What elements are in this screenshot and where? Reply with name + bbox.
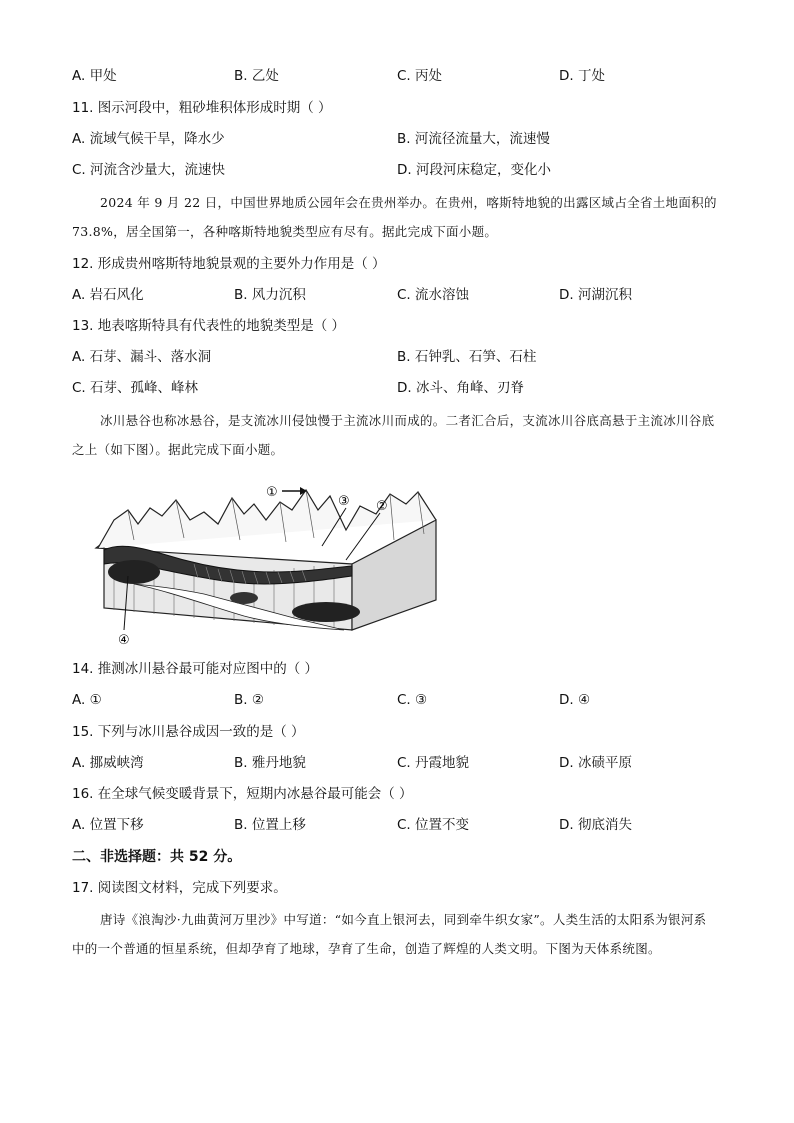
q11-options-row2	[72, 161, 732, 179]
question-stem: 13. 地表喀斯特具有代表性的地貌类型是（ ）	[72, 318, 346, 334]
q10-options	[72, 67, 732, 85]
option-b: B. 风力沉积	[234, 287, 306, 303]
option-b: B. 位置上移	[234, 817, 306, 833]
option-b: B. 石钟乳、石笋、石柱	[397, 349, 537, 365]
option-b: B. 乙处	[234, 68, 279, 84]
option-c: C. 河流含沙量大，流速快	[72, 162, 226, 178]
question-stem: 12. 形成贵州喀斯特地貌景观的主要外力作用是（ ）	[72, 256, 386, 272]
question-stem: 16. 在全球气候变暖背景下，短期内冰悬谷最可能会（ ）	[72, 786, 413, 802]
q15-options	[72, 754, 732, 772]
option-a: A. 岩石风化	[72, 287, 144, 303]
option-c: C. ③	[397, 692, 428, 708]
option-c: C. 丹霞地貌	[397, 755, 470, 771]
q13-options-row2	[72, 379, 732, 397]
option-a: A. 挪威峡湾	[72, 755, 144, 771]
option-d: D. 河段河床稳定，变化小	[397, 162, 551, 178]
option-a: A. 流域气候干旱，降水少	[72, 131, 225, 147]
section-title: 二、非选择题：共 52 分。	[72, 849, 242, 865]
question-stem: 15. 下列与冰川悬谷成因一致的是（ ）	[72, 724, 305, 740]
glacier-block-diagram	[94, 480, 444, 650]
passage-karst: 2024 年 9 月 22 日，中国世界地质公园年会在贵州举办。在贵州，喀斯特地貌的出露区域占全省土地面积的 73.8%，居全国第一，各种喀斯特地貌类型应有尽有。据此完成下面小题。	[72, 195, 717, 239]
passage-solar-system: 唐诗《浪淘沙·九曲黄河万里沙》中写道：“如今直上银河去，同到牵牛织女家”。人类生活的太阳系为银河系中的一个普通的恒星系统，但却孕育了地球，孕育了生命，创造了辉煌的人类文明。下图为天体系统图。	[72, 912, 707, 956]
q13-options-row1	[72, 348, 732, 366]
option-b: B. 河流径流量大，流速慢	[397, 131, 550, 147]
figure-label: ②	[376, 499, 388, 514]
q12-options	[72, 286, 732, 304]
option-a: A. 石芽、漏斗、落水洞	[72, 349, 212, 365]
question-stem: 17. 阅读图文材料，完成下列要求。	[72, 880, 287, 896]
figure-label: ④	[118, 633, 130, 648]
figure-label: ①	[266, 485, 278, 500]
option-c: C. 位置不变	[397, 817, 470, 833]
q14-options	[72, 691, 732, 709]
option-c: C. 流水溶蚀	[397, 287, 470, 303]
option-d: D. 河湖沉积	[559, 287, 632, 303]
option-d: D. 彻底消失	[559, 817, 632, 833]
option-a: A. 位置下移	[72, 817, 144, 833]
passage-hanging-valley: 冰川悬谷也称冰悬谷，是支流冰川侵蚀慢于主流冰川而成的。二者汇合后，支流冰川谷底高悬于主流冰川谷底之上（如下图）。据此完成下面小题。	[72, 413, 715, 457]
option-c: C. 石芽、孤峰、峰林	[72, 380, 199, 396]
option-c: C. 丙处	[397, 68, 443, 84]
q11-options-row1	[72, 130, 732, 148]
option-d: D. 丁处	[559, 68, 605, 84]
q16-options	[72, 816, 732, 834]
option-d: D. 冰斗、角峰、刃脊	[397, 380, 524, 396]
question-stem: 14. 推测冰川悬谷最可能对应图中的（ ）	[72, 661, 319, 677]
option-d: D. 冰碛平原	[559, 755, 632, 771]
question-stem: 11. 图示河段中，粗砂堆积体形成时期（ ）	[72, 100, 332, 116]
option-d: D. ④	[559, 692, 591, 708]
option-a: A. ①	[72, 692, 102, 708]
figure-label: ③	[338, 494, 350, 509]
option-b: B. ②	[234, 692, 264, 708]
option-a: A. 甲处	[72, 68, 117, 84]
option-b: B. 雅丹地貌	[234, 755, 306, 771]
